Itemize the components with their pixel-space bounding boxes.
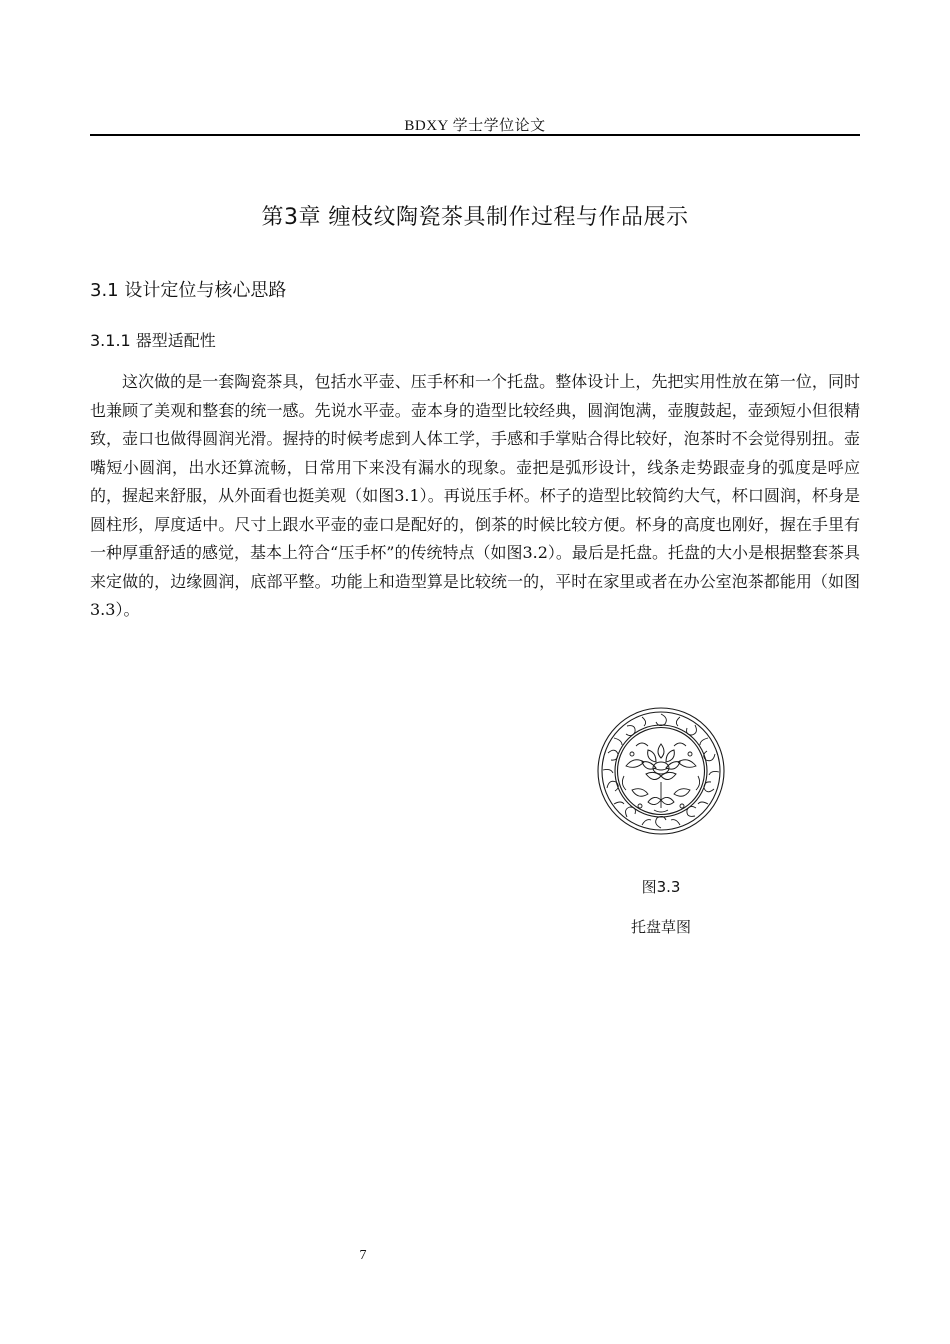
tray-sketch-figure: [596, 706, 726, 836]
figure-number: 图3.3: [641, 878, 681, 896]
figure-caption: 托盘草图: [630, 918, 691, 936]
page-number: 7: [359, 1248, 367, 1263]
body-paragraph: 这次做的是一套陶瓷茶具，包括水平壶、压手杯和一个托盘。整体设计上，先把实用性放在第一位，同时也兼顾了美观和整套的统一感。先说水平壶。壶本身的造型比较经典，圆润饱满，壶腹鼓起，壶颈短小但很精致，壶口也做得圆润光滑。握持的时候考虑到人体工学，手感和手掌贴合得比较好，泡茶时不会觉得别扭。壶嘴短小圆润，出水还算流畅，日常用下来没有漏水的现象。壶把是弧形设计，线条走势跟壶身的弧度是呼应的，握起来舒服，从外面看也挺美观（如图3.1）。再说压手杯。杯子的造型比较简约大气，杯口圆润，杯身是圆柱形，厚度适中。尺寸上跟水平壶的壶口是配好的，倒茶的时候比较方便。杯身的高度也刚好，握在手里有一种厚重舒适的感觉，基本上符合“压手杯”的传统特点（如图3.2）。最后是托盘。托盘的大小是根据整套茶具来定做的，边缘圆润，底部平整。功能上和造型算是比较统一的，平时在家里或者在办公室泡茶都能用（如图3.3）。: [90, 372, 860, 619]
tray-sketch-icon: [596, 706, 726, 836]
chapter-title: 第3章 缠枝纹陶瓷茶具制作过程与作品展示: [261, 205, 689, 230]
subsection-title: 3.1.1 器型适配性: [90, 331, 216, 350]
page-header: BDXY 学士学位论文: [404, 118, 546, 134]
section-title: 3.1 设计定位与核心思路: [90, 280, 287, 301]
header-divider: [90, 134, 860, 136]
